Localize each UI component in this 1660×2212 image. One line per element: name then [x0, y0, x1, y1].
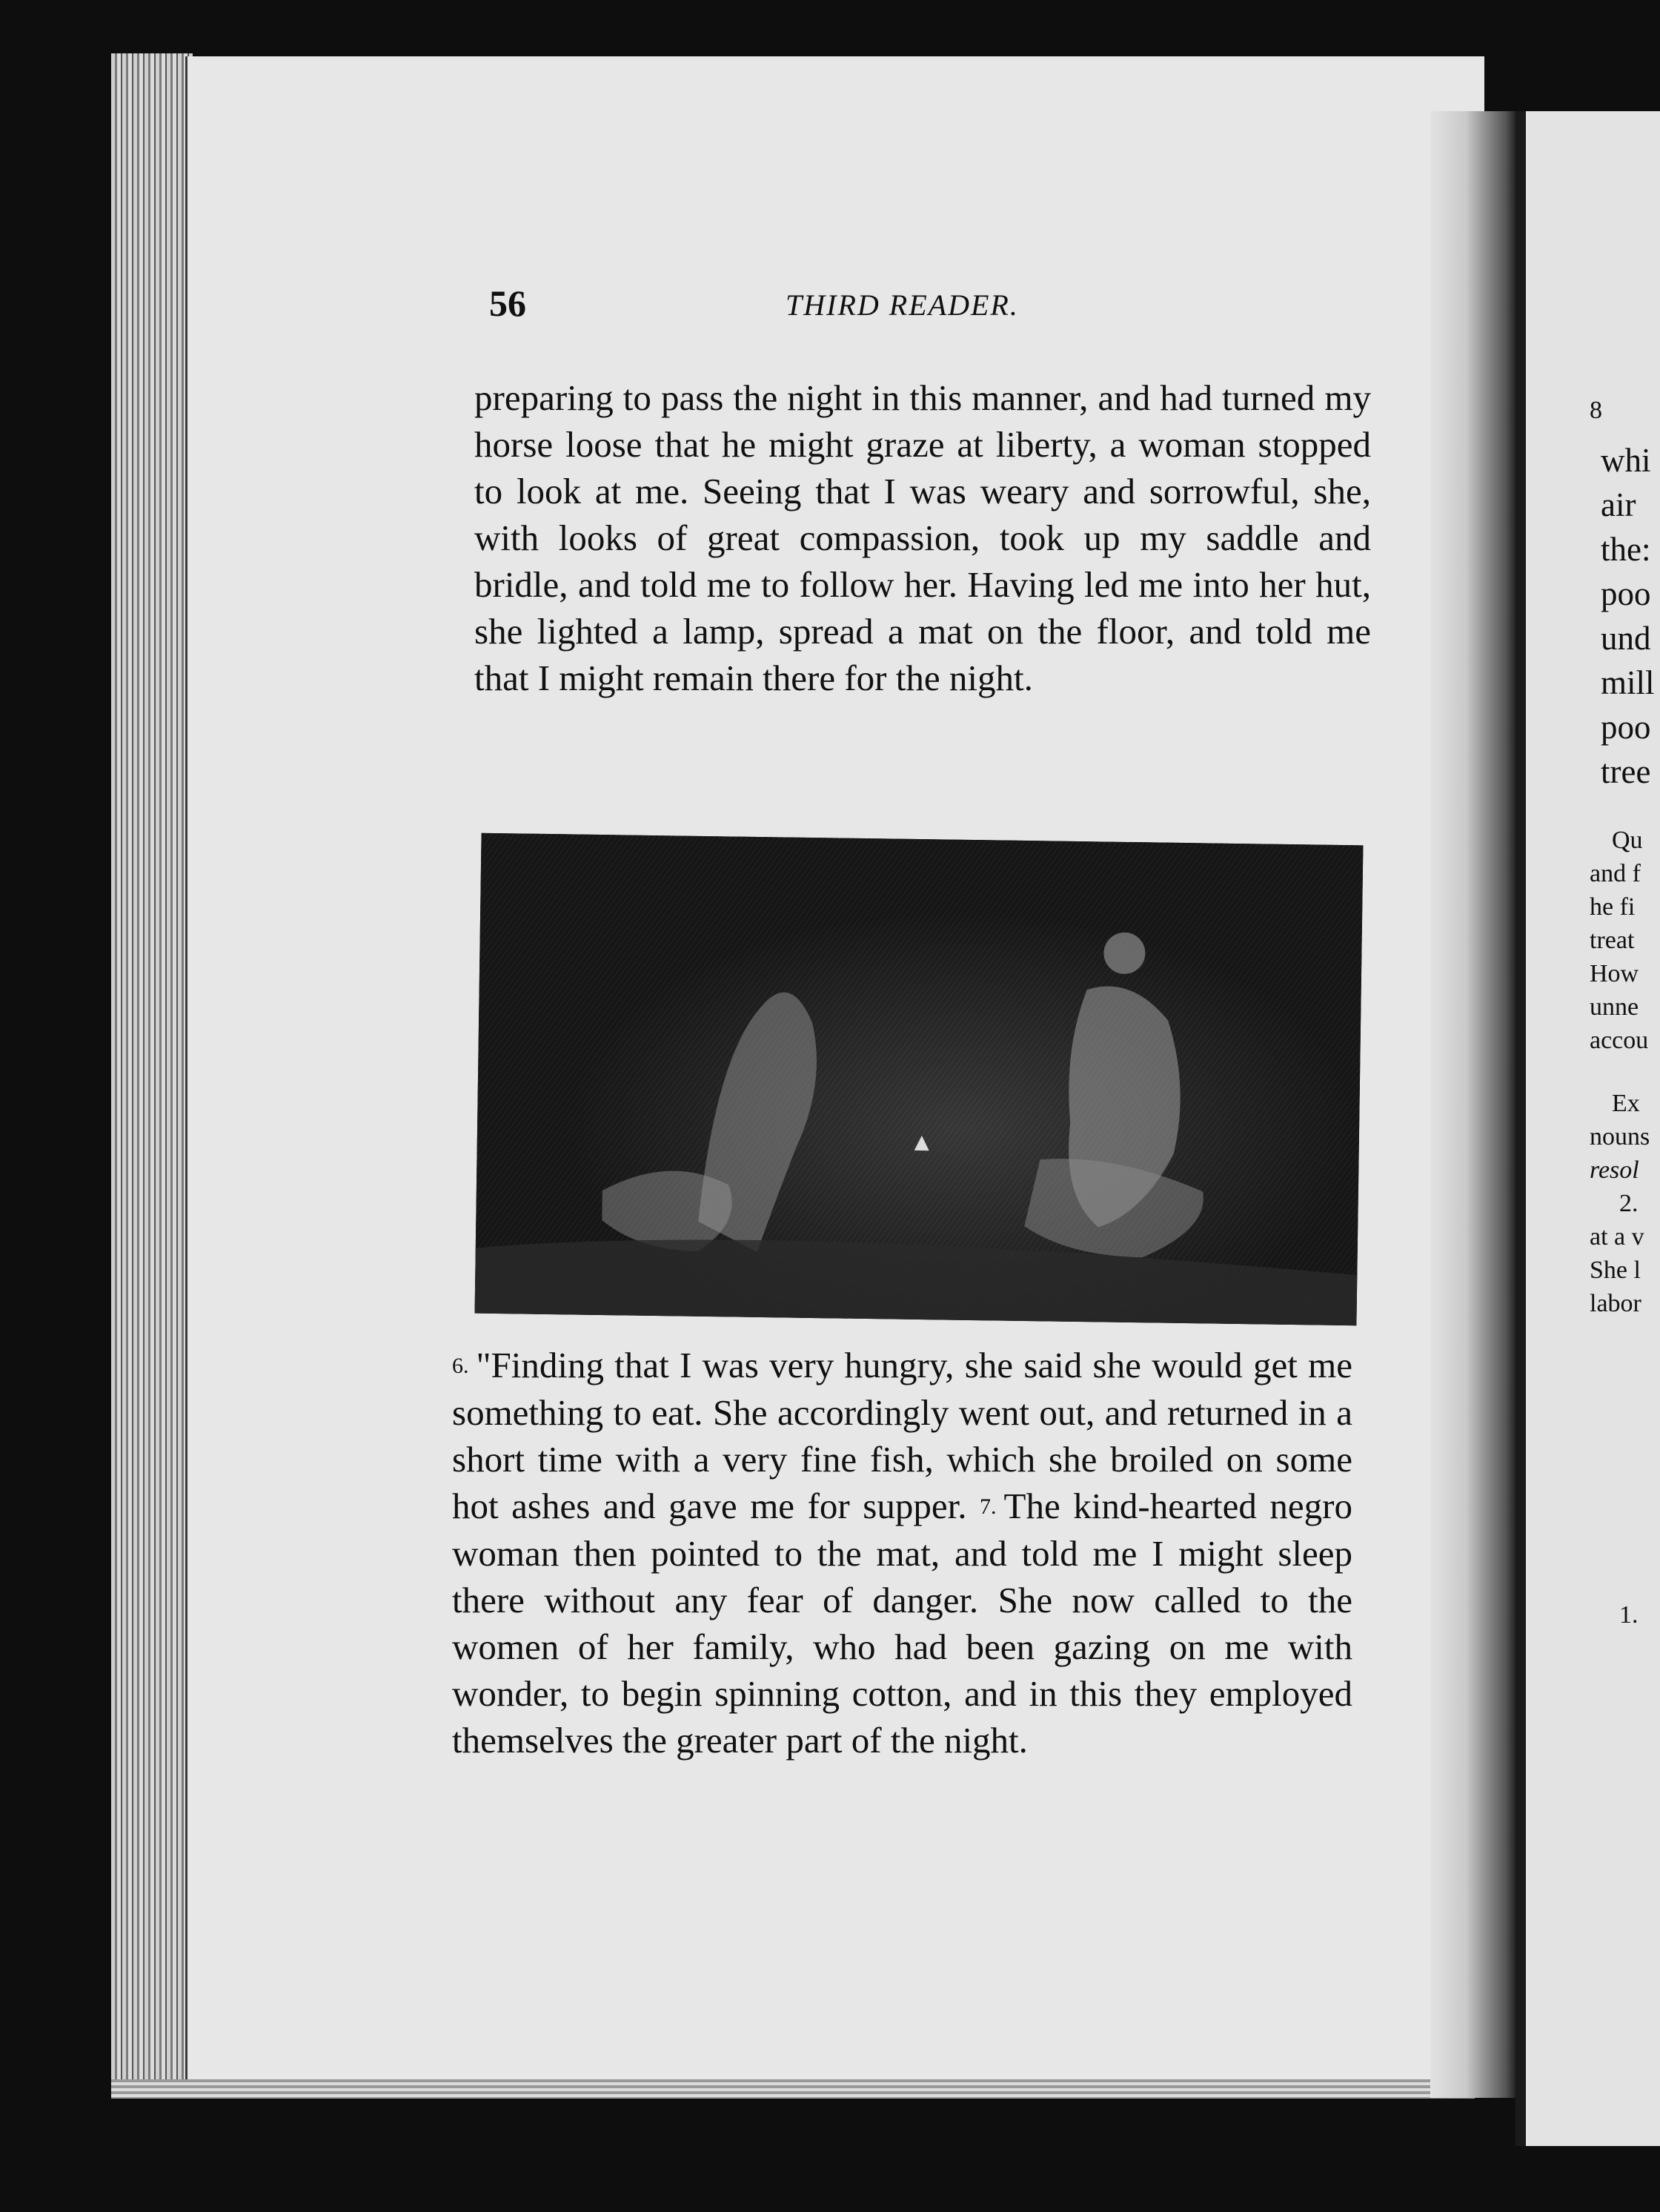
right-page-small-line: She l [1590, 1256, 1641, 1284]
right-page-line: und [1601, 620, 1651, 657]
right-page-small-line: 2. [1619, 1190, 1639, 1217]
right-page-small-line: unne [1590, 993, 1639, 1021]
paragraph-number-7: 7. [980, 1494, 997, 1519]
paragraph-top-text: preparing to pass the night in this manner, and had turned my horse loose that he might graze at liberty, a woman stopped to look at me. Seeing that I was weary and sorrowful, she, with looks of great compassion, took up my saddle and bridle, and told me to follow her. Having led me into her hut, she lighted a lamp, spread a mat on the floor, and told me that I might remain there for the night. [474, 377, 1371, 698]
page-bottom-edge [111, 2079, 1475, 2099]
right-page-small-line: treat [1590, 927, 1635, 954]
right-page-line: the: [1601, 531, 1651, 568]
running-head: THIRD READER. [786, 288, 1019, 322]
paragraph-bottom-text [452, 1342, 1352, 1764]
right-page-small-line: labor [1590, 1290, 1641, 1317]
gutter-shadow [1430, 111, 1519, 2098]
page-edges [111, 53, 193, 2092]
page-number: 56 [489, 282, 526, 324]
right-page-line: poo [1601, 709, 1651, 746]
right-page-small-line: and f [1590, 860, 1641, 887]
right-page-line: poo [1601, 575, 1651, 612]
right-page-line: tree [1601, 753, 1651, 790]
paragraph-6-text: "Finding that I was very hungry, she said she would get me something to eat. She accordingly went out, and returned in a short time with a very fine fish, which she broiled on some hot ashes and gave me for supper. [452, 1345, 1352, 1526]
paragraph-bottom [452, 1342, 1352, 1764]
right-page-small-line: Ex [1612, 1090, 1640, 1117]
right-page-small-line: at a v [1590, 1223, 1644, 1251]
right-page-small-line: he fi [1590, 893, 1636, 921]
right-page-small-line: resol [1590, 1156, 1639, 1184]
paragraph-top [474, 374, 1371, 701]
engraving-svg [475, 833, 1364, 1326]
paragraph-7-text: The kind-hearted negro woman then pointed to the mat, and told me I might sleep there without any fear of danger. She now called to the women of her family, who had been gazing on me with wonder, to begin spinning cotton, and in this they employed themselves the greater part of the night. [452, 1486, 1353, 1761]
right-page-line: 8 [1590, 397, 1602, 424]
right-page-line: mill [1601, 664, 1655, 701]
paragraph-number-6: 6. [452, 1354, 469, 1378]
right-page-small-line: accou [1590, 1027, 1649, 1054]
right-page-small-line: How [1590, 960, 1639, 987]
right-page-line: air [1601, 486, 1636, 523]
right-page-line: whi [1601, 442, 1651, 479]
right-page-small-line: 1. [1619, 1601, 1639, 1629]
right-page-small-line: Qu [1612, 827, 1643, 854]
page-header [489, 282, 1364, 326]
right-page-small-line: nouns [1590, 1123, 1650, 1150]
engraving-illustration [475, 833, 1364, 1326]
